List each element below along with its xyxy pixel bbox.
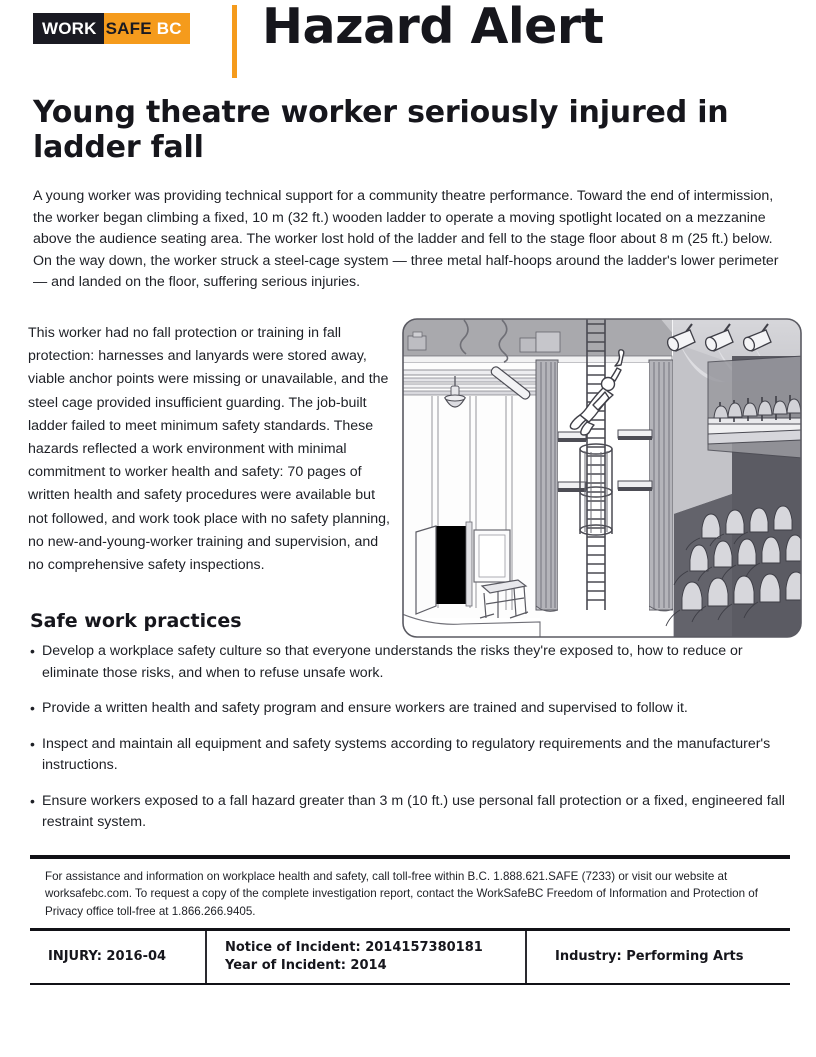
list-item [30,641,792,684]
bullet-icon: • [30,700,35,716]
logo-work-text: WORK [33,13,104,44]
notice-of-incident-cell [205,931,525,983]
worksafebc-logo [33,13,190,44]
headline: Young theatre worker seriously injured in ladder fall [33,95,729,166]
safe-work-practices-title: Safe work practices [30,610,242,632]
analysis-paragraph: This worker had no fall protection or training in fall protection: harnesses and lanyards were stored away, viable anchor points were missing or unavailable, and the steel cage provided insufficient guarding. The job-built ladder failed to meet minimum safety standards. These hazards reflected a work environment with minimal commitment to worker health and safety: 70 pages of written health and safety procedures were available but not followed, and work took place with no safety planning, no new-and-young-worker training and supervision, and no comprehensive safety inspections. [28,325,391,574]
bullet-icon: • [30,735,35,752]
page-title: Hazard Alert [262,0,604,55]
industry: Industry: Performing Arts [555,949,744,964]
bullet-icon: • [30,792,35,809]
list-item-text: Inspect and maintain all equipment and safety systems according to regulatory requirements and the manufacturer's instructions. [42,735,771,773]
list-item-text: Develop a workplace safety culture so that everyone understands the risks they're exposed to, how to reduce or eliminate those risks, and when to refuse unsafe work. [42,643,743,681]
industry-cell [525,931,790,983]
bullet-icon: • [30,643,35,659]
footer-contact-note: For assistance and information on workplace health and safety, call toll-free within B.C. 1.888.621.SAFE (7233) or visit our website at worksafebc.com. To request a copy of the complete investigation report, contact the WorkSafeBC Freedom of Information and Protection of Privacy office toll-free at 1.866.266.9405. [45,870,758,918]
footer-divider-bottom [30,983,790,985]
injury-number-cell [30,931,205,983]
theatre-illustration [402,318,802,638]
list-item-text: Ensure workers exposed to a fall hazard greater than 3 m (10 ft.) use personal fall protection or a fixed, engineered fall restraint system. [42,792,785,830]
list-item [30,698,792,720]
page-header [0,0,816,86]
incident-info-bar [30,931,790,983]
intro-paragraph: A young worker was providing technical support for a community theatre performance. Toward the end of intermission, the worker began climbing a fixed, 10 m (32 ft.) wooden ladder to operate a moving spotlight located on a mezzanine above the audience seating area. The worker lost hold of the ladder and fell to the stage floor about 8 m (25 ft.) below. On the way down, the worker struck a steel-cage system — three metal half-hoops around the ladder's lower perimeter — and landed on the floor, suffering serious injuries. [33,188,779,291]
notice-of-incident: Notice of Incident: 2014157380181 [225,940,483,955]
header-divider [232,5,237,78]
list-item-text: Provide a written health and safety program and ensure workers are trained and supervised to follow it. [42,700,688,716]
injury-number: INJURY: 2016-04 [48,949,167,964]
logo-bc-text: BC [156,18,182,38]
year-of-incident: Year of Incident: 2014 [225,958,387,973]
safe-work-practices-list [30,641,792,848]
logo-safe-text: SAFE [105,18,152,38]
list-item [30,791,792,834]
list-item [30,734,792,777]
footer-divider-top [30,855,790,859]
logo-orange-block [104,13,190,44]
